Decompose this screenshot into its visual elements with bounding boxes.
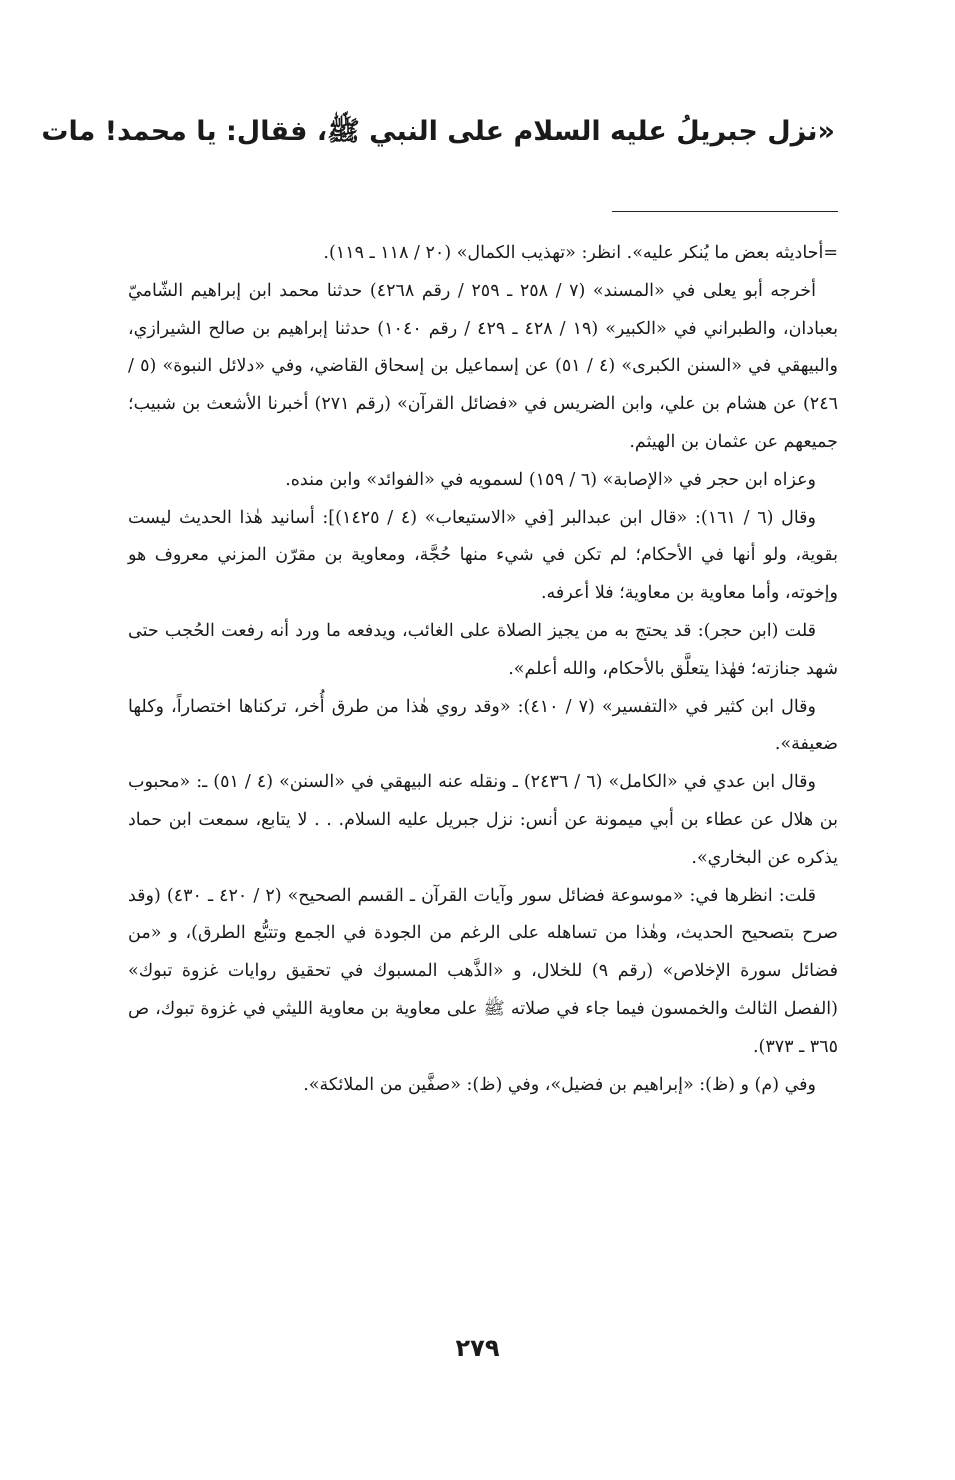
main-text-line: «نزل جبريلُ عليه السلام على النبي ﷺ، فقال: يا محمد! مات (41, 116, 835, 147)
footnote-paragraph: وقال (٦ / ١٦١): «قال ابن عبدالبر [في «الاستيعاب» (٤ / ١٤٢٥)]: أسانيد هٰذا الحديث ليست بقوية، ولو أنها في الأحكام؛ لم تكن في شيء منها حُجَّة، ومعاوية بن مقرّن المزني معروف هو وإخوته، وأما معاوية بن معاوية؛ فلا أعرفه. (128, 507, 838, 604)
footnote-paragraph: وعزاه ابن حجر في «الإصابة» (٦ / ١٥٩) لسمويه في «الفوائد» وابن منده. (285, 469, 816, 490)
footnote-paragraph: قلت: انظرها في: «موسوعة فضائل سور وآيات القرآن ـ القسم الصحيح» (٢ / ٤٢٠ ـ ٤٣٠) (وقد صرح بتصحيح الحديث، وهٰذا من تساهله على الرغم من الجودة في الجمع وتتبُّع الطرق)، و «من فضائل سورة الإخلاص» (رقم ٩) للخلال، و «الذَّهب المسبوك في تحقيق روايات غزوة تبوك» (الفصل الثالث والخمسون فيما جاء في صلاته ﷺ على معاوية بن معاوية الليثي في غزوة تبوك، ص ٣٦٥ ـ ٣٧٣). (128, 885, 838, 1057)
footnote-paragraph: وقال ابن عدي في «الكامل» (٦ / ٢٤٣٦) ـ ونقله عنه البيهقي في «السنن» (٤ / ٥١) ـ: «محبوب بن هلال عن عطاء بن أبي ميمونة عن أنس: نزل جبريل عليه السلام. . . لا يتابع، سمعت ابن حماد يذكره عن البخاري». (128, 772, 838, 868)
page-number: ٢٧٩ (455, 1334, 500, 1362)
footnote-paragraph: وقال ابن كثير في «التفسير» (٧ / ٤١٠): «وقد روي هٰذا من طرق أُخر، تركناها اختصاراً، وكلها ضعيفة». (128, 696, 838, 755)
footnote-paragraph: وفي (م) و (ظ): «إبراهيم بن فضيل»، وفي (ظ): «صفَّين من الملائكة». (303, 1074, 816, 1095)
footnotes (128, 235, 838, 1104)
footnote-separator (612, 211, 838, 212)
footnote-paragraph: أخرجه أبو يعلى في «المسند» (٧ / ٢٥٨ ـ ٢٥٩ / رقم ٤٢٦٨) حدثنا محمد ابن إبراهيم الشّاميّ بعبادان، والطبراني في «الكبير» (١٩ / ٤٢٨ ـ ٤٢٩ / رقم ١٠٤٠) حدثنا إبراهيم بن صالح الشيرازي، والبيهقي في «السنن الكبرى» (٤ / ٥١) عن إسماعيل بن إسحاق القاضي، وفي «دلائل النبوة» (٥ / ٢٤٦) عن هشام بن علي، وابن الضريس في «فضائل القرآن» (رقم ٢٧١) أخبرنا الأشعث بن شبيب؛ جميعهم عن عثمان بن الهيثم. (128, 280, 838, 452)
footnote-paragraph: قلت (ابن حجر): قد يحتج به من يجيز الصلاة على الغائب، ويدفعه ما ورد أنه رفعت الحُجب حتى شهد جنازته؛ فهٰذا يتعلَّق بالأحكام، والله أعلم». (128, 620, 838, 679)
footnote-continuation: =أحاديثه بعض ما يُنكر عليه». انظر: «تهذيب الكمال» (٢٠ / ١١٨ ـ ١١٩). (323, 243, 838, 263)
